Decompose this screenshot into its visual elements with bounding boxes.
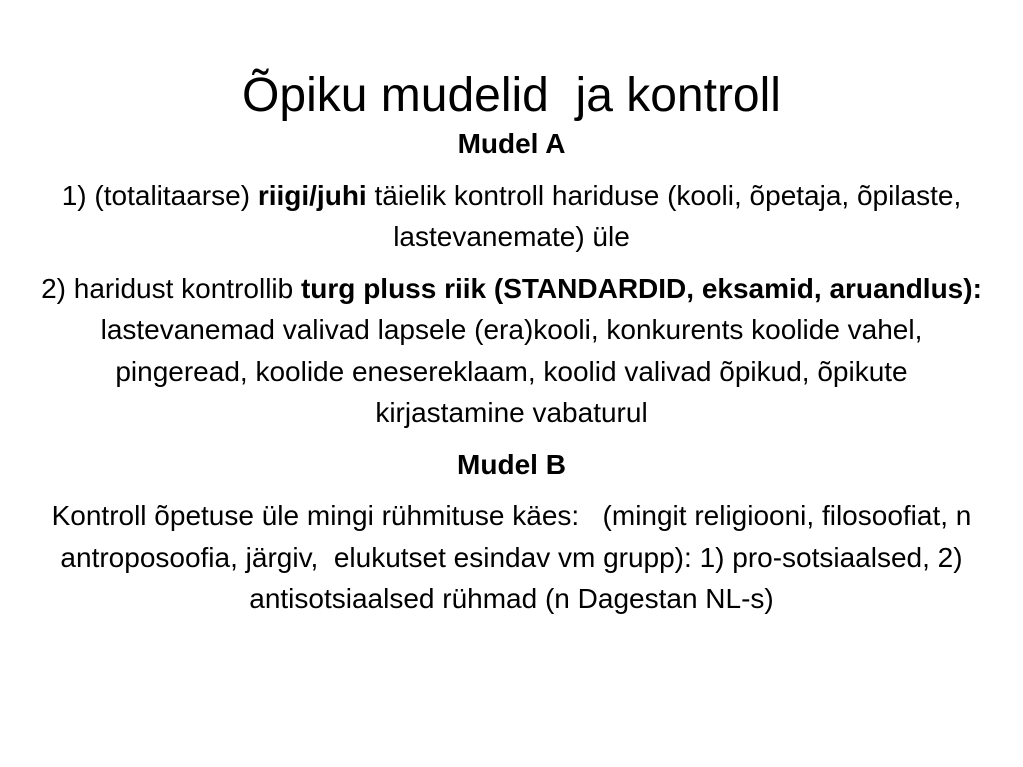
mudel-a-item-1-prefix: 1) (totalitaarse) <box>61 179 258 211</box>
slide-content <box>40 123 990 630</box>
mudel-a-item-1 <box>40 175 983 258</box>
slide-title: Õpiku mudelid ja kontroll <box>242 69 781 122</box>
mudel-a-item-2-prefix: 2) haridust kontrollib <box>41 272 301 304</box>
mudel-a-item-2-bold: turg pluss riik (STANDARDID, eksamid, aruandlus): <box>300 272 982 304</box>
mudel-b-heading: Mudel B <box>457 448 566 480</box>
mudel-b-text: Kontroll õpetuse üle mingi rühmituse käes: (mingit religiooni, filosoofiat, n antroposoofia, järgiv, elukutset esindav vm grupp): 1) pro-sotsiaalsed, 2) antisotsiaalsed rühmad (n Dagestan NL-s) <box>51 500 980 614</box>
mudel-a-item-1-suffix: täielik kontroll hariduse (kooli, õpetaja, õpilaste, lastevanemate) üle <box>366 179 970 252</box>
mudel-a-item-2-suffix: lastevanemad valivad lapsele (era)kooli, konkurents koolide vahel, pingeread, koolide enesereklaam, koolid valivad õpikud, õpikute kirjastamine vabaturul <box>100 272 990 428</box>
mudel-a-item-2 <box>40 268 990 434</box>
mudel-a-item-1-bold: riigi/juhi <box>257 179 367 211</box>
mudel-a-heading: Mudel A <box>457 128 566 159</box>
